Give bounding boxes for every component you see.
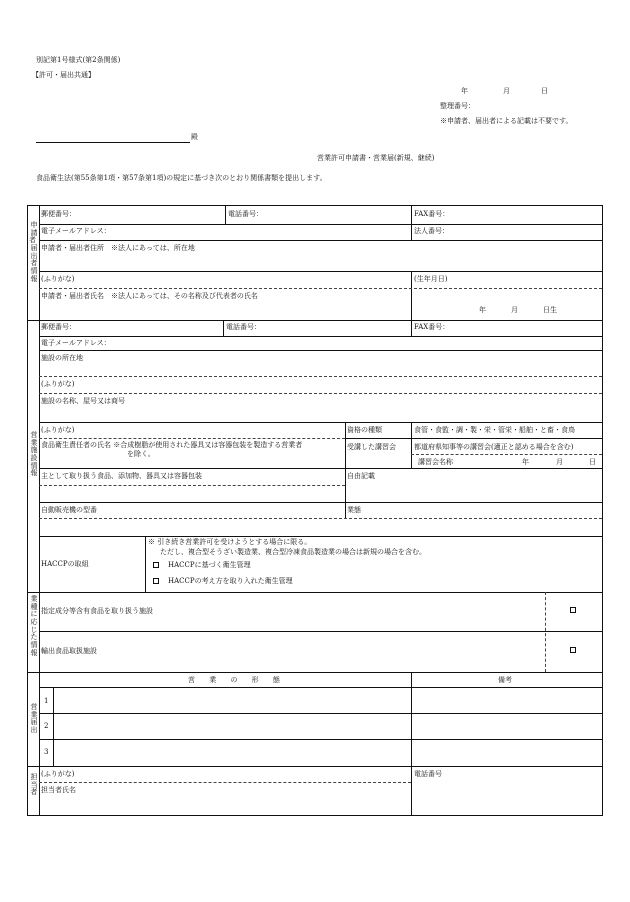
- haccp-label: HACCPの取組: [41, 560, 89, 568]
- free-text-label: 自由記載: [347, 472, 375, 480]
- course-month-label: 月: [556, 458, 563, 466]
- form-table: [27, 205, 603, 816]
- ref-note: ※申請者、届出者による記載は不要です。: [440, 117, 573, 125]
- food-manager-label-1: 食品衛生責任者の氏名 ※合成樹脂が使用された器具又は容器包装を製造する営業者: [41, 441, 303, 449]
- facility-location-label: 施設の所在地: [41, 354, 83, 362]
- applicant-furigana-label: (ふりがな): [41, 275, 75, 283]
- course-taken-label: 受講した講習会: [347, 443, 396, 451]
- section-column-divider: [39, 206, 40, 815]
- facility-phone-label: 電話番号：: [226, 323, 261, 331]
- facility-furigana2-label: (ふりがな): [41, 426, 75, 434]
- applicant-dob-month: 月: [511, 306, 518, 314]
- contact-furigana-label: (ふりがな): [41, 770, 75, 778]
- ref-number-label: 整理番号：: [440, 102, 475, 110]
- applicant-corp-no-label: 法人番号：: [414, 227, 449, 235]
- contact-name-label: 担当者氏名: [41, 786, 76, 794]
- applicant-dob-year: 年: [479, 306, 486, 314]
- haccp-note-1: ※ 引き続き営業許可を受けようとする場合に限る。: [148, 538, 312, 546]
- column-business-form: 営 業 の 形 態: [188, 676, 286, 684]
- industry-item-1-label: 指定成分等含有食品を取り扱う施設: [41, 607, 153, 615]
- addressee-line[interactable]: [36, 142, 190, 143]
- applicant-fax-label: FAX番号：: [414, 210, 450, 218]
- course-name-label: 講習会名称: [418, 458, 453, 466]
- haccp-option-2-checkbox[interactable]: [153, 578, 159, 584]
- haccp-option-1-label: HACCPに基づく衛生管理: [168, 561, 251, 569]
- industry-item-2-checkbox[interactable]: [570, 647, 576, 653]
- course-year-label: 年: [522, 458, 529, 466]
- contact-phone-label: 電話番号: [414, 770, 442, 778]
- haccp-option-2-label: HACCPの考え方を取り入れた衛生管理: [168, 577, 293, 585]
- form-id: 別記第1号様式(第2条関係): [36, 56, 121, 64]
- column-remarks: 備考: [498, 676, 512, 684]
- applicant-email-label: 電子メールアドレス：: [41, 227, 111, 235]
- main-items-label: 主として取り扱う食品、添加物、器具又は容器包装: [41, 472, 202, 480]
- vending-label: 自動販売機の型番: [41, 506, 97, 514]
- applicant-dob-day: 日生: [543, 306, 557, 314]
- notification-row-2-number: 2: [44, 722, 49, 730]
- date-year-label: 年: [461, 87, 468, 95]
- form-scope: 【許可・届出共通】: [32, 71, 95, 79]
- facility-furigana-label: (ふりがな): [41, 380, 75, 388]
- facility-name-label: 施設の名称、屋号又は商号: [41, 397, 125, 405]
- section-contact: 担当者: [30, 773, 38, 797]
- course-organizer: 都道府県知事等の講習会(適正と認める場合を含む): [414, 443, 574, 451]
- section-notification: 営業届出: [30, 703, 38, 735]
- applicant-name-label: 申請者・届出者氏名 ※法人にあっては、その名称及び代表者の氏名: [41, 292, 258, 300]
- form-title: 営業許可申請書・営業届(新規、継続): [317, 154, 435, 162]
- addressee-suffix: 殿: [191, 133, 198, 141]
- food-manager-label-2: を除く。: [127, 450, 155, 458]
- section-facility: 営業施設情報: [30, 431, 38, 478]
- section-applicant: 申請者・届出者情報: [29, 221, 43, 283]
- notification-row-3-number: 3: [44, 748, 49, 756]
- qualification-options[interactable]: 食管・食監・調・製・栄・管栄・船舶・と畜・食鳥: [414, 426, 575, 434]
- applicant-postal-label: 郵便番号：: [41, 210, 76, 218]
- date-month-label: 月: [503, 87, 510, 95]
- facility-email-label: 電子メールアドレス：: [41, 339, 111, 347]
- applicant-address-label: 申請者・届出者住所 ※法人にあっては、所在地: [41, 244, 195, 252]
- facility-fax-label: FAX番号：: [414, 323, 450, 331]
- business-type-label: 業態: [347, 506, 361, 514]
- section-industry: 業種に応じた情報: [30, 595, 38, 657]
- date-day-label: 日: [541, 87, 548, 95]
- industry-item-2-label: 輸出食品取扱施設: [41, 647, 97, 655]
- facility-postal-label: 郵便番号：: [41, 323, 76, 331]
- industry-item-1-checkbox[interactable]: [570, 607, 576, 613]
- qualification-label: 資格の種類: [347, 426, 382, 434]
- applicant-dob-label: (生年月日): [414, 275, 448, 283]
- haccp-option-1-checkbox[interactable]: [153, 562, 159, 568]
- form-statement: 食品衛生法(第55条第1項・第57条第1項)の規定に基づき次のとおり関係書類を提出します。: [36, 174, 327, 182]
- notification-row-1-number: 1: [44, 697, 49, 705]
- applicant-phone-label: 電話番号：: [228, 210, 263, 218]
- course-day-label: 日: [589, 458, 596, 466]
- haccp-note-2: ただし、複合型そうざい製造業、複合型冷凍食品製造業の場合は新規の場合を含む。: [160, 548, 426, 556]
